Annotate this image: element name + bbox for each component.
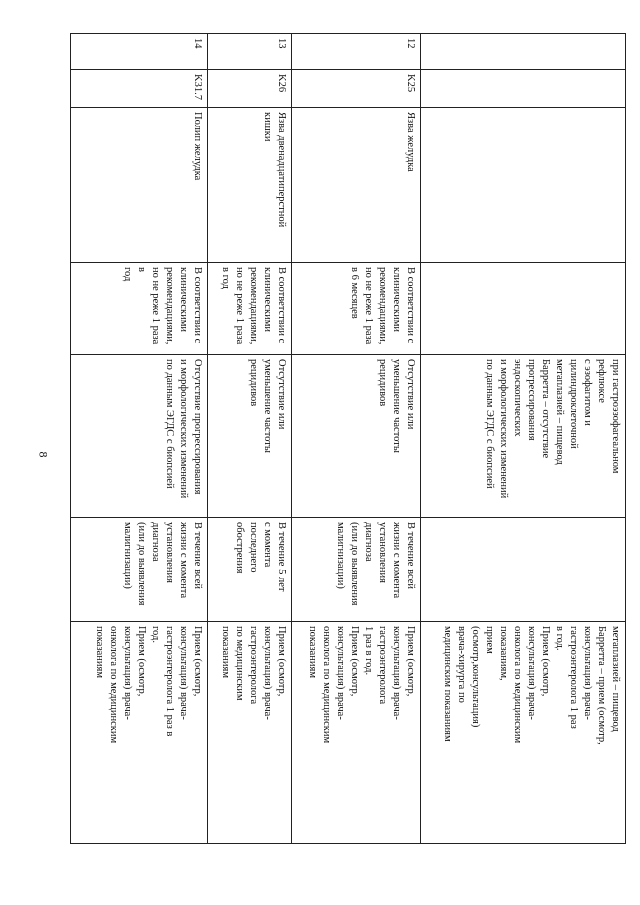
cell-criteria: Отсутствие или уменьшение частоты рецидивов <box>292 355 421 518</box>
cell-frequency: В соответствии с клиническими рекомендациями, но не реже 1 раза в 6 месяцев <box>292 263 421 355</box>
table-row <box>292 34 421 844</box>
table-row <box>421 34 626 844</box>
landscape-table-wrapper <box>70 33 626 843</box>
cell-num: 12 <box>292 34 421 70</box>
cell-specialists: метаплазией – пищевод Барретта – прием (осмотр, консультация) врача- гастроэнтеролога 1 раз в год. Прием (осмотр, консультация) врача- онколога по медицинским показаниям, прием (осмотр,консультация) врача-хирурга по медицинским показаниям <box>421 622 626 844</box>
cell-name: Полип желудка <box>71 108 208 263</box>
table-row <box>71 34 208 844</box>
cell-frequency: В соответствии с клиническими рекомендациями, но не реже 1 раза в год <box>71 263 208 355</box>
cell-specialists: Прием (осмотр, консультация) врача- гастроэнтеролога 1 раз в год. Прием (осмотр, консультация) врача- онколога по медицинским показаниям <box>292 622 421 844</box>
cell-name: Язва двенадцатиперстной кишки <box>207 108 292 263</box>
cell-specialists: Прием (осмотр, консультация) врача- гастроэнтеролога по медицинским показаниям <box>207 622 292 844</box>
page-number: 8 <box>36 451 51 458</box>
cell-code: K31.7 <box>71 70 208 108</box>
cell-code <box>421 70 626 108</box>
cell-duration <box>421 518 626 622</box>
cell-frequency <box>421 263 626 355</box>
cell-code: K25 <box>292 70 421 108</box>
table-row <box>207 34 292 844</box>
cell-specialists: Прием (осмотр, консультация) врача- гастроэнтеролога 1 раз в год. Прием (осмотр, консультация) врача- онколога по медицинским показаниям <box>71 622 208 844</box>
cell-num <box>421 34 626 70</box>
cell-duration: В течение всей жизни с момента установления диагноза (или до выявления малигнизации) <box>292 518 421 622</box>
dispensary-table <box>70 33 626 844</box>
cell-num: 14 <box>71 34 208 70</box>
cell-code: K26 <box>207 70 292 108</box>
cell-name: Язва желудка <box>292 108 421 263</box>
cell-duration: В течение всей жизни с момента установления диагноза (или до выявления малигнизации) <box>71 518 208 622</box>
cell-criteria: при гастроэзофагеальном рефлюксе с эзофагитом и цилиндроклеточной метаплазией – пищевод Барретта – отсутствие прогрессирования эндоскопических и морфологических изменений по данным ЭГДС с биопсией <box>421 355 626 518</box>
cell-criteria: Отсутствие прогрессирования и морфологических изменений по данным ЭГДС с биопсией <box>71 355 208 518</box>
rotated-page <box>70 33 626 843</box>
cell-frequency: В соответствии с клиническими рекомендациями, но не реже 1 раза в год <box>207 263 292 355</box>
cell-num: 13 <box>207 34 292 70</box>
cell-duration: В течение 5 лет с момента последнего обострения <box>207 518 292 622</box>
cell-name <box>421 108 626 263</box>
cell-criteria: Отсутствие или уменьшение частоты рецидивов <box>207 355 292 518</box>
